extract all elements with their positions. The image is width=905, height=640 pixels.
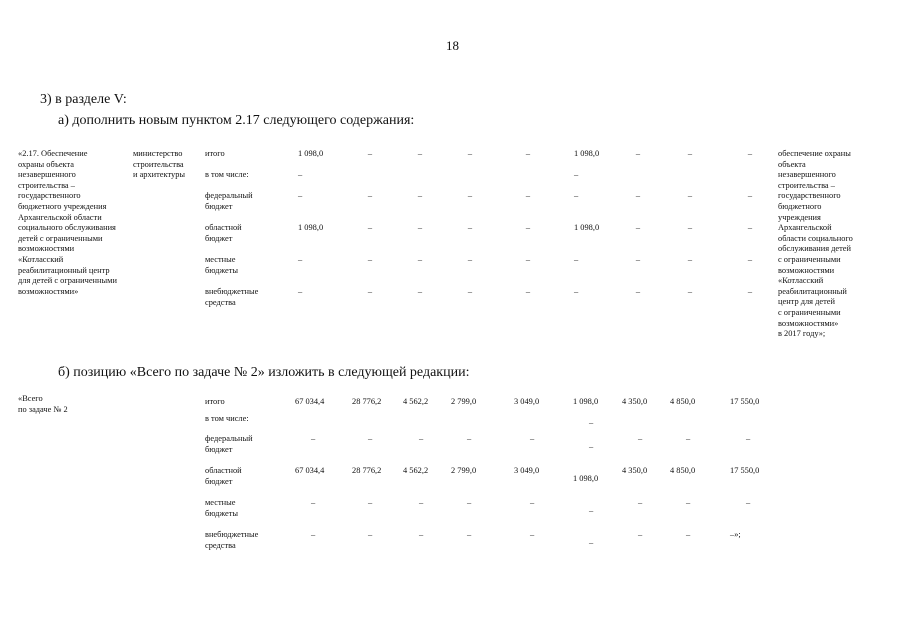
table-cell: – — [635, 149, 641, 158]
item-name-line: возможностями» — [18, 286, 79, 296]
row-label: областной — [205, 466, 242, 475]
result-line: с ограниченными — [778, 308, 841, 317]
table-cell: – — [635, 255, 641, 264]
subtitle-b: б) позицию «Всего по задаче № 2» изложить в следующей редакции: — [58, 365, 470, 380]
table-cell: – — [419, 498, 424, 507]
result-line: «Котласский — [778, 276, 824, 286]
table-cell: 1 098,0 — [298, 223, 324, 232]
table-cell: – — [367, 223, 373, 232]
table-cell: – — [574, 255, 579, 264]
table-cell: – — [419, 434, 424, 443]
table-cell: – — [686, 498, 691, 507]
table-cell: – — [417, 223, 423, 232]
table-cell: 17 550,0 — [730, 466, 760, 475]
row-label: средства — [205, 297, 236, 307]
table-cell: – — [686, 530, 691, 539]
result-line: возможностями — [778, 265, 835, 275]
table-cell: 2 799,0 — [451, 466, 477, 475]
result-line: обеспечение охраны — [778, 149, 851, 158]
row-label: бюджеты — [205, 265, 239, 275]
row-label: бюджет — [205, 233, 233, 243]
table-cell: – — [747, 287, 753, 296]
row-label: в том числе: — [205, 414, 249, 423]
table-cell: – — [747, 255, 753, 264]
executor-line: строительства — [133, 159, 184, 169]
row-label: бюджет — [205, 476, 233, 486]
row-label: бюджеты — [205, 508, 239, 518]
table-cell: – — [574, 170, 579, 179]
table-cell: – — [467, 149, 473, 158]
result-line: объекта — [778, 159, 806, 169]
table-cell: – — [298, 191, 303, 200]
result-line: учреждения — [778, 212, 821, 222]
table-cell: – — [311, 434, 316, 443]
table-cell: – — [367, 191, 373, 200]
item-name-line: «Котласский — [18, 255, 64, 264]
row-label: федеральный — [205, 434, 253, 443]
item-name-line: детей с ограниченными — [18, 233, 103, 243]
table-cell: 4 850,0 — [670, 397, 696, 406]
result-line: центр для детей — [778, 297, 835, 307]
table-cell: 1 098,0 — [573, 474, 599, 483]
table-cell: – — [574, 191, 579, 200]
table-cell: – — [589, 506, 594, 515]
table-cell: – — [419, 530, 424, 539]
table-cell: – — [367, 255, 373, 264]
item-name-line: охраны объекта — [18, 159, 74, 169]
table-cell: – — [746, 498, 751, 507]
table-cell: – — [311, 530, 316, 539]
table-cell: – — [530, 434, 535, 443]
table-cell: – — [638, 498, 643, 507]
row-label: бюджет — [205, 444, 233, 454]
table-cell: – — [525, 149, 531, 158]
table-cell: – — [467, 287, 473, 296]
item-name-line: возможностями — [18, 244, 75, 254]
executor-line: и архитектуры — [133, 170, 186, 180]
table-cell: 28 776,2 — [352, 397, 382, 406]
table-cell: – — [467, 434, 472, 443]
table-cell: – — [417, 287, 423, 296]
table-cell: – — [687, 255, 693, 264]
table-cell: – — [311, 498, 316, 507]
table-cell: 67 034,4 — [295, 397, 325, 406]
table-cell: 28 776,2 — [352, 466, 382, 475]
table-cell: – — [687, 287, 693, 296]
result-line: бюджетного — [778, 202, 822, 211]
table-cell: 4 350,0 — [622, 466, 648, 475]
row-label: федеральный — [205, 191, 253, 200]
item-name-line: бюджетного учреждения — [18, 202, 107, 211]
row-label: местные — [205, 498, 236, 507]
table-cell: – — [417, 255, 423, 264]
item-name-line: «Всего — [18, 394, 43, 403]
table-cell: 4 562,2 — [403, 466, 429, 475]
row-label: внебюджетные — [205, 287, 259, 296]
row-label: в том числе: — [205, 170, 249, 179]
table-cell: – — [367, 149, 373, 158]
table-cell: 4 562,2 — [403, 397, 429, 406]
table-cell: – — [525, 191, 531, 200]
table-cell: – — [530, 498, 535, 507]
item-name-line: государственного — [18, 191, 81, 201]
table-cell: 1 098,0 — [573, 397, 599, 406]
table-cell: – — [467, 223, 473, 232]
table-cell: – — [525, 223, 531, 232]
table-cell: – — [467, 191, 473, 200]
table-cell: 1 098,0 — [574, 223, 600, 232]
result-line: строительства – — [778, 180, 835, 190]
table-cell: – — [368, 498, 373, 507]
table-cell: 17 550,0 — [730, 397, 760, 406]
table-cell: – — [635, 191, 641, 200]
table-cell: – — [747, 223, 753, 232]
table-cell: – — [574, 287, 579, 296]
table-cell: – — [687, 149, 693, 158]
table-cell: 1 098,0 — [298, 149, 324, 158]
result-line: обслуживания детей — [778, 244, 851, 254]
table-cell: 1 098,0 — [574, 149, 600, 158]
row-label: итого — [205, 397, 225, 406]
result-line: незавершенного — [778, 170, 836, 180]
table-cell: 3 049,0 — [514, 466, 540, 475]
row-label: итого — [205, 149, 225, 158]
subtitle-a: а) дополнить новым пунктом 2.17 следующего содержания: — [58, 113, 415, 128]
table-cell: – — [746, 434, 751, 443]
table-cell: 4 850,0 — [670, 466, 696, 475]
table-cell: – — [589, 442, 594, 451]
table-cell: – — [367, 287, 373, 296]
table-cell: – — [530, 530, 535, 539]
table-cell: – — [417, 191, 423, 200]
executor-line: министерство — [133, 149, 183, 158]
table-cell: – — [298, 255, 303, 264]
table-cell: – — [589, 418, 594, 427]
row-label: внебюджетные — [205, 530, 259, 539]
table-cell: – — [747, 191, 753, 200]
table-cell: – — [525, 287, 531, 296]
table-cell: – — [298, 170, 303, 179]
result-line: в 2017 году»; — [778, 329, 826, 339]
item-name-line: социального обслуживания — [18, 223, 116, 233]
table-cell: 2 799,0 — [451, 397, 477, 406]
table-cell: – — [368, 530, 373, 539]
table-cell: – — [686, 434, 691, 443]
item-name-line: реабилитационный центр — [18, 265, 110, 275]
row-label: бюджет — [205, 201, 233, 211]
table-cell: – — [298, 287, 303, 296]
table-cell: – — [368, 434, 373, 443]
table-cell: – — [687, 191, 693, 200]
table-cell: 3 049,0 — [514, 397, 540, 406]
table-cell: – — [467, 255, 473, 264]
table-cell: – — [687, 223, 693, 232]
page-number: 18 — [446, 38, 459, 53]
table-cell: – — [638, 434, 643, 443]
item-name-line: незавершенного — [18, 170, 76, 180]
table-cell: – — [467, 498, 472, 507]
item-name-line: «2.17. Обеспечение — [18, 149, 88, 158]
result-line: возможностями» — [778, 318, 839, 328]
table-cell: 67 034,4 — [295, 466, 325, 475]
item-name-line: Архангельской области — [18, 212, 102, 222]
item-name-line: для детей с ограниченными — [18, 276, 117, 286]
table-cell: – — [589, 538, 594, 547]
table-cell: – — [525, 255, 531, 264]
row-label: местные — [205, 255, 236, 264]
section-title: 3) в разделе V: — [40, 92, 127, 107]
table-cell: – — [635, 223, 641, 232]
table-cell: –»; — [730, 530, 741, 539]
table-cell: – — [635, 287, 641, 296]
table-cell: – — [638, 530, 643, 539]
table-cell: – — [467, 530, 472, 539]
row-label: областной — [205, 223, 242, 232]
table-cell: 4 350,0 — [622, 397, 648, 406]
result-line: государственного — [778, 191, 841, 201]
item-name-line: строительства – — [18, 180, 75, 190]
table-cell: – — [747, 149, 753, 158]
result-line: Архангельской — [778, 223, 832, 233]
result-line: реабилитационный — [778, 286, 847, 296]
row-label: средства — [205, 540, 236, 550]
result-line: области социального — [778, 233, 853, 243]
table-cell: – — [417, 149, 423, 158]
item-name-line: по задаче № 2 — [18, 404, 68, 414]
result-line: с ограниченными — [778, 255, 841, 264]
